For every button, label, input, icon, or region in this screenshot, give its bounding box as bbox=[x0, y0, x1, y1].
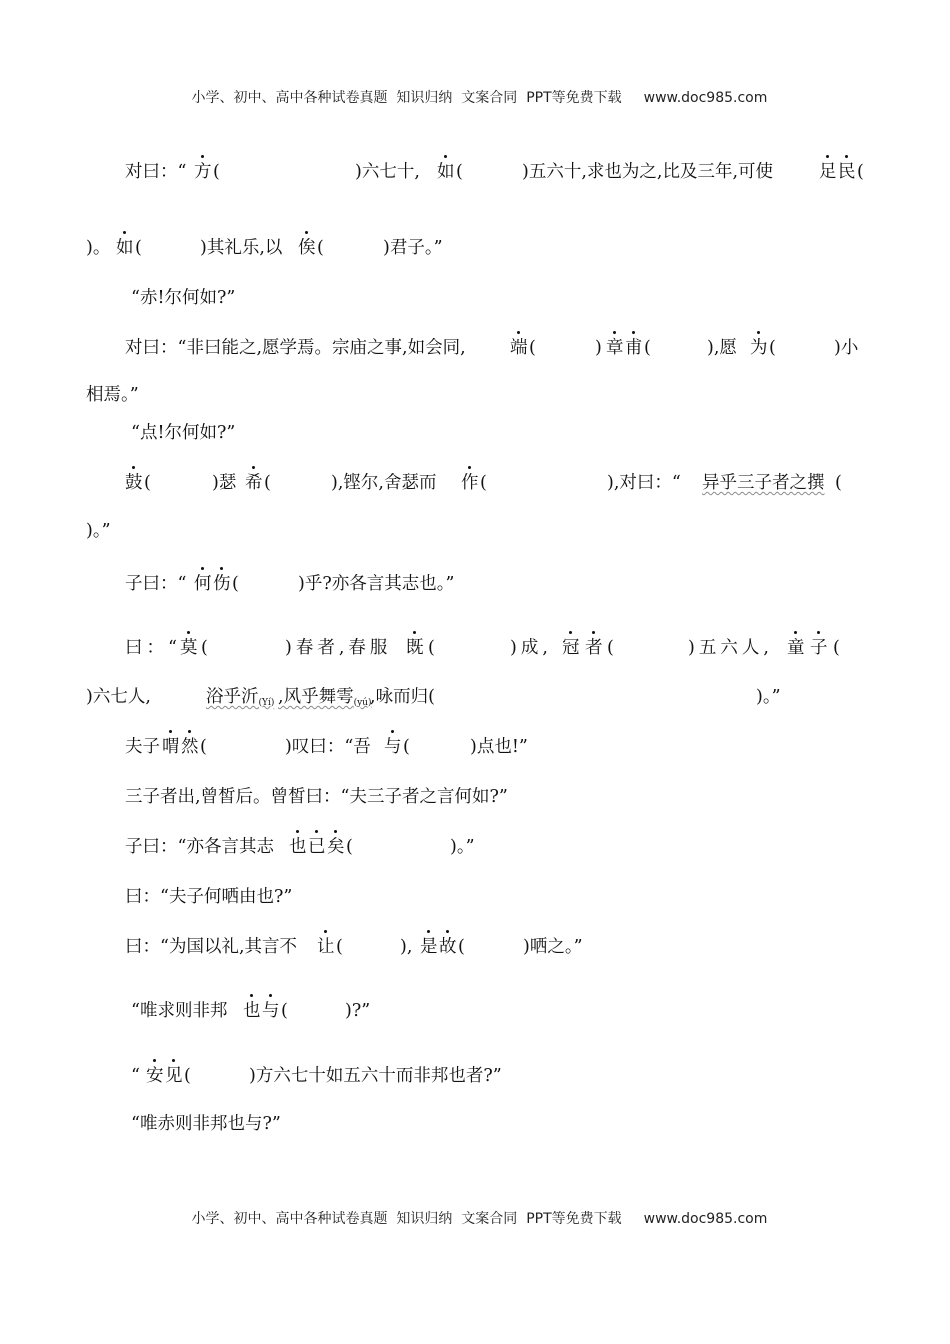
text-segment: ( bbox=[135, 238, 142, 258]
text-segment: 曰：“夫子何哂由也?” bbox=[125, 887, 293, 907]
text-segment: ( bbox=[317, 238, 324, 258]
text-segment: 夫子 bbox=[125, 737, 160, 757]
text-segment: ( bbox=[529, 338, 536, 358]
text-segment: )瑟 bbox=[212, 473, 237, 493]
text-segment: 对曰：“ bbox=[125, 162, 187, 182]
text-segment: ( bbox=[480, 473, 487, 493]
dotted-char: 莫 bbox=[180, 638, 198, 658]
text-segment: ( bbox=[281, 1001, 288, 1021]
dotted-char: 与 bbox=[384, 737, 402, 757]
text-segment: ,咏而归( bbox=[370, 687, 435, 707]
dotted-char: 与 bbox=[262, 1001, 280, 1021]
dotted-char: 伤 bbox=[213, 574, 231, 594]
dotted-char: 何 bbox=[194, 574, 212, 594]
text-segment: ( bbox=[833, 638, 840, 658]
text-segment: 曰：“为国以礼,其言不 bbox=[125, 937, 298, 957]
text-segment: 相焉。” bbox=[86, 385, 139, 405]
page-header bbox=[0, 71, 950, 107]
text-segment: ( bbox=[403, 737, 410, 757]
text-segment: ( bbox=[144, 473, 151, 493]
text-segment: ( bbox=[769, 338, 776, 358]
text-segment: 子曰：“亦各言其志 bbox=[125, 837, 274, 857]
text-segment: )。” bbox=[450, 837, 475, 857]
dotted-char: 方 bbox=[194, 162, 212, 182]
dotted-char: 章 bbox=[606, 338, 624, 358]
text-segment: )五六十,求也为之,比及三年,可使 bbox=[522, 162, 774, 182]
text-segment: ( bbox=[264, 473, 271, 493]
dotted-char: 子 bbox=[810, 638, 828, 658]
dotted-char: 作 bbox=[461, 473, 479, 493]
text-segment: ( bbox=[346, 837, 353, 857]
dotted-char: 喟 bbox=[162, 737, 180, 757]
text-segment: “唯赤则非邦也与?” bbox=[131, 1114, 281, 1134]
text-segment: )方六七十如五六十而非邦也者?” bbox=[249, 1066, 502, 1086]
text-segment: ), bbox=[400, 937, 413, 957]
dotted-char: 安 bbox=[146, 1066, 164, 1086]
footer-text: 小学、初中、高中各种试卷真题 知识归纳 文案合同 PPT等免费下载 bbox=[191, 1211, 622, 1227]
text-segment: 对曰：“非曰能之,愿学焉。宗庙之事,如会同, bbox=[125, 338, 466, 358]
pinyin-note: (Yí) bbox=[258, 698, 275, 708]
text-segment: )六七十, bbox=[355, 162, 420, 182]
dotted-char: 者 bbox=[585, 638, 603, 658]
text-segment: ( bbox=[200, 737, 207, 757]
text-segment: )乎?亦各言其志也。” bbox=[298, 574, 455, 594]
text-segment: ( bbox=[857, 162, 864, 182]
text-segment: ( bbox=[835, 473, 842, 493]
dotted-char: 端 bbox=[510, 338, 528, 358]
text-segment: ( bbox=[201, 638, 208, 658]
dotted-char: 既 bbox=[406, 638, 424, 658]
dotted-char: 足 bbox=[819, 162, 837, 182]
text-segment: ( bbox=[644, 338, 651, 358]
text-segment: )其礼乐,以 bbox=[200, 238, 283, 258]
text-segment: ( bbox=[456, 162, 463, 182]
text-segment: )叹曰：“吾 bbox=[285, 737, 371, 757]
wavy-underline-phrase: ,风乎舞雩(yú) bbox=[278, 687, 372, 708]
dotted-char: 也 bbox=[243, 1001, 261, 1021]
dotted-char: 是 bbox=[420, 937, 438, 957]
text-segment: 子曰：“ bbox=[125, 574, 187, 594]
text-segment: “唯求则非邦 bbox=[131, 1001, 228, 1021]
text-segment: ( bbox=[336, 937, 343, 957]
text-segment: ),铿尔,舍瑟而 bbox=[331, 473, 437, 493]
text-segment: )点也!” bbox=[470, 737, 528, 757]
text-segment: “点!尔何如?” bbox=[131, 423, 236, 443]
text-segment: )。 bbox=[86, 238, 111, 258]
dotted-char: 童 bbox=[787, 638, 805, 658]
dotted-char: 故 bbox=[439, 937, 457, 957]
text-segment: )六七人, bbox=[86, 687, 151, 707]
dotted-char: 见 bbox=[165, 1066, 183, 1086]
text-segment: ),对曰：“ bbox=[607, 473, 681, 493]
dotted-char: 然 bbox=[181, 737, 199, 757]
dotted-char: 鼓 bbox=[125, 473, 143, 493]
text-segment: ( bbox=[232, 574, 239, 594]
text-segment: ( bbox=[428, 638, 435, 658]
text-segment: )。” bbox=[756, 687, 781, 707]
dotted-char: 如 bbox=[116, 238, 134, 258]
dotted-char: 希 bbox=[245, 473, 263, 493]
dotted-char: 也 bbox=[289, 837, 307, 857]
text-segment: 三子者出,曾皙后。曾皙曰：“夫三子者之言何如?” bbox=[125, 787, 508, 807]
header-url: www.doc985.com bbox=[643, 90, 768, 106]
wavy-underline-phrase: 浴乎沂(Yí) bbox=[206, 687, 275, 708]
text-segment: )?” bbox=[345, 1001, 371, 1021]
dotted-char: 矣 bbox=[327, 837, 345, 857]
text-segment: ),愿 bbox=[707, 338, 737, 358]
text-segment: )哂之。” bbox=[523, 937, 583, 957]
dotted-char: 让 bbox=[317, 937, 335, 957]
text-segment: )。” bbox=[86, 521, 111, 541]
text-segment: 曰：“ bbox=[125, 638, 181, 658]
dotted-char: 俟 bbox=[298, 238, 316, 258]
text-segment: )春者,春服 bbox=[285, 638, 392, 658]
text-segment: )五六人, bbox=[688, 638, 773, 658]
text-segment: )小 bbox=[834, 338, 859, 358]
dotted-char: 民 bbox=[838, 162, 856, 182]
dotted-char: 如 bbox=[437, 162, 455, 182]
text-segment: ( bbox=[213, 162, 220, 182]
text-segment: )成, bbox=[510, 638, 552, 658]
footer-url: www.doc985.com bbox=[643, 1211, 768, 1227]
dotted-char: 冠 bbox=[562, 638, 580, 658]
text-segment: ) bbox=[595, 338, 602, 358]
pinyin-note: (yú) bbox=[353, 698, 372, 708]
text-segment: ( bbox=[458, 937, 465, 957]
text-segment: ( bbox=[607, 638, 614, 658]
text-segment: “赤!尔何如?” bbox=[131, 288, 236, 308]
text-segment: )君子。” bbox=[383, 238, 443, 258]
dotted-char: 甫 bbox=[625, 338, 643, 358]
dotted-char: 已 bbox=[308, 837, 326, 857]
dotted-char: 为 bbox=[750, 338, 768, 358]
text-segment: ( bbox=[184, 1066, 191, 1086]
text-segment: “ bbox=[131, 1066, 140, 1086]
header-text: 小学、初中、高中各种试卷真题 知识归纳 文案合同 PPT等免费下载 bbox=[191, 90, 622, 106]
page-footer bbox=[0, 1192, 950, 1228]
wavy-underline-phrase: 异乎三子者之撰 bbox=[702, 473, 825, 493]
